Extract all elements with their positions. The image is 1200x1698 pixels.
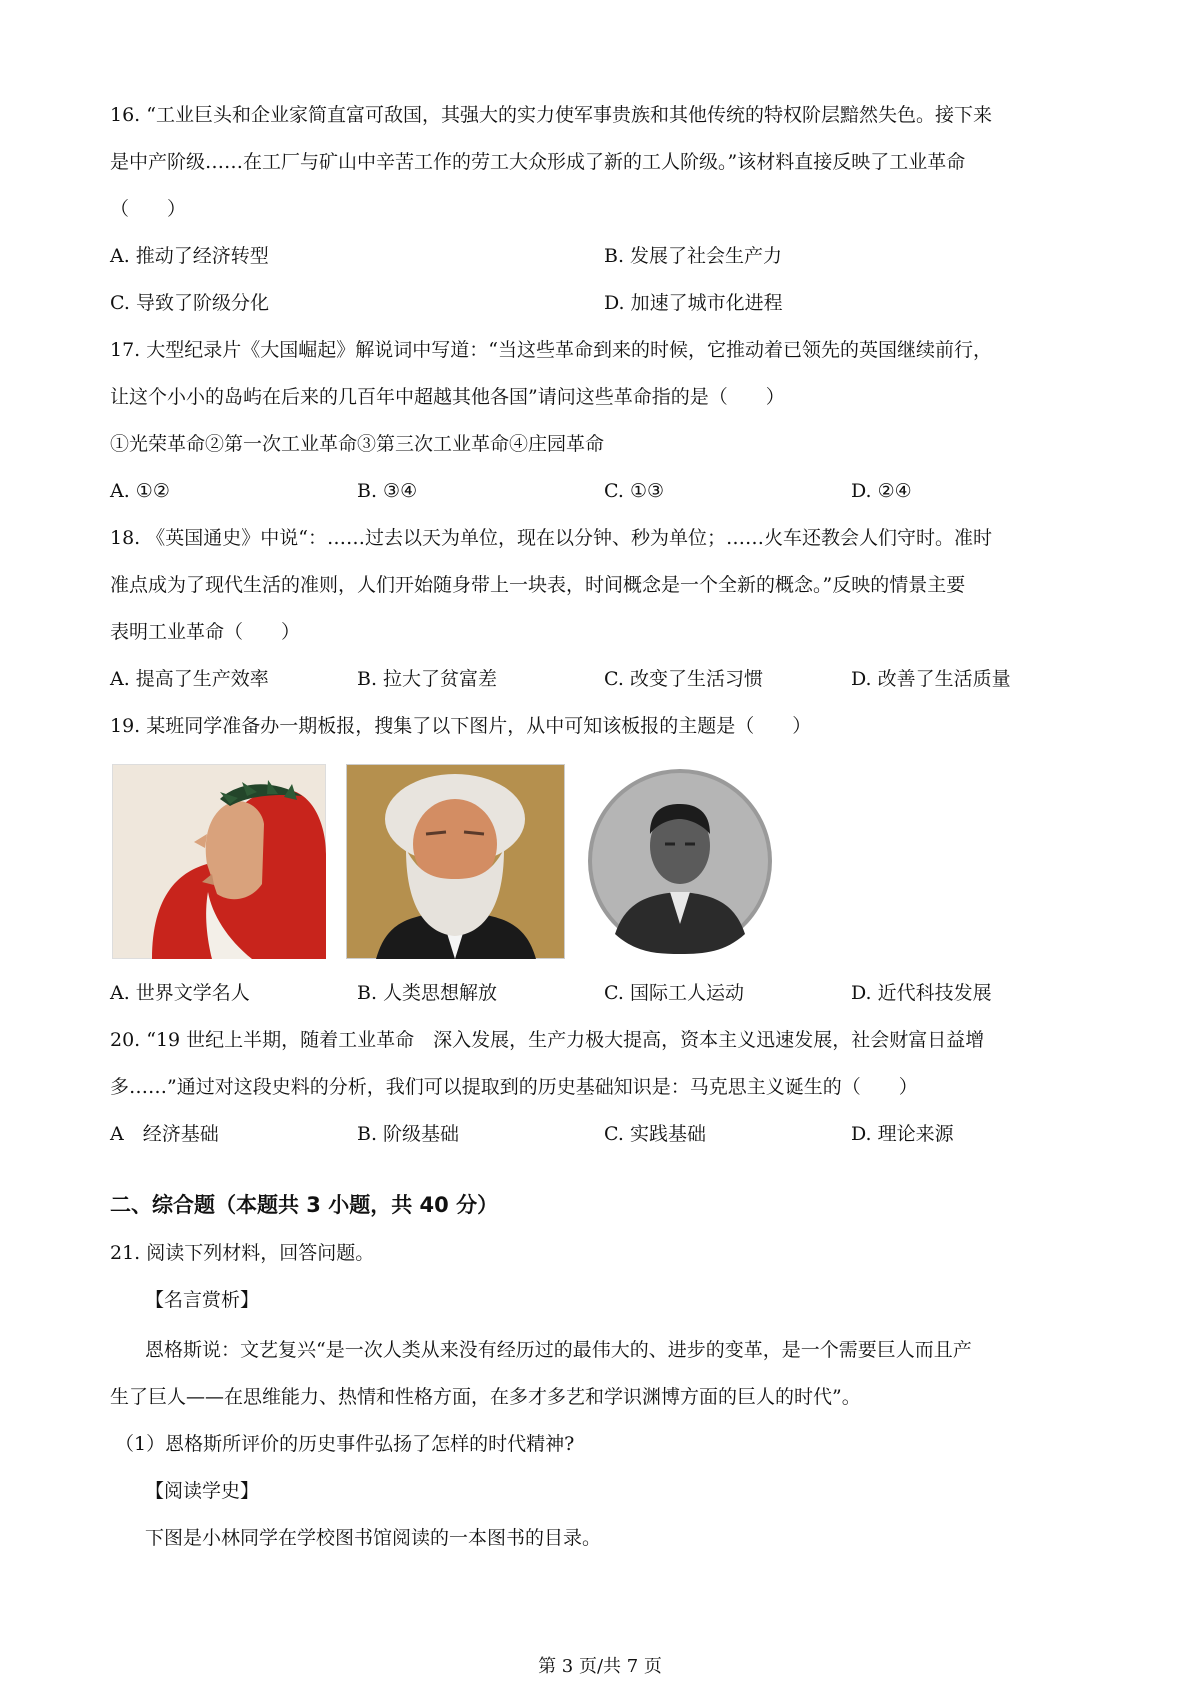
q17-option-b[interactable]: B. ③④ bbox=[357, 480, 418, 502]
q16-option-b[interactable]: B. 发展了社会生产力 bbox=[604, 245, 783, 267]
q17-stem-line2: 让这个小小的岛屿在后来的几百年中超越其他各国”请问这些革命指的是（ ） bbox=[110, 386, 785, 408]
q17-option-c[interactable]: C. ①③ bbox=[604, 480, 665, 502]
q17-option-d[interactable]: D. ②④ bbox=[851, 480, 912, 502]
q21-heading-quote: 【名言赏析】 bbox=[145, 1289, 260, 1311]
q16-option-d[interactable]: D. 加速了城市化进程 bbox=[604, 292, 783, 314]
q17-stem-line1: 17. 大型纪录片《大国崛起》解说词中写道：“当这些革命到来的时候，它推动着已领先的英国继续前行， bbox=[110, 339, 992, 361]
q20-option-a[interactable]: A 经济基础 bbox=[110, 1123, 219, 1145]
marx-portrait-image bbox=[346, 764, 565, 959]
q16-stem-line2: 是中产阶级……在工厂与矿山中辛苦工作的劳工大众形成了新的工人阶级。”该材料直接反映了工业革命 bbox=[110, 151, 966, 173]
q18-option-d[interactable]: D. 改善了生活质量 bbox=[851, 668, 1011, 690]
q21-subquestion-1: （1）恩格斯所评价的历史事件弘扬了怎样的时代精神? bbox=[115, 1433, 575, 1455]
q17-option-a[interactable]: A. ①② bbox=[110, 480, 170, 502]
q16-answer-blank: （ ） bbox=[110, 198, 187, 220]
q21-stem: 21. 阅读下列材料，回答问题。 bbox=[110, 1242, 375, 1264]
q18-stem-line2: 准点成为了现代生活的准则，人们开始随身带上一块表，时间概念是一个全新的概念。”反映的情景主要 bbox=[110, 574, 966, 596]
q18-option-a[interactable]: A. 提高了生产效率 bbox=[110, 668, 269, 690]
q16-options-row1 bbox=[110, 243, 1100, 269]
q21-history-text: 下图是小林同学在学校图书馆阅读的一本图书的目录。 bbox=[145, 1527, 602, 1549]
q19-option-c[interactable]: C. 国际工人运动 bbox=[604, 982, 744, 1004]
section-heading: 二、综合题（本题共 3 小题，共 40 分） bbox=[110, 1193, 499, 1217]
q21-quote-line1: 恩格斯说：文艺复兴“是一次人类从来没有经历过的最伟大的、进步的变革，是一个需要巨人而且产 bbox=[145, 1339, 972, 1361]
q20-stem-line1: 20. “19 世纪上半期，随着工业革命 深入发展，生产力极大提高，资本主义迅速发展，社会财富日益增 bbox=[110, 1029, 985, 1051]
q19-option-a[interactable]: A. 世界文学名人 bbox=[110, 982, 250, 1004]
chen-duxiu-portrait-image bbox=[585, 764, 775, 959]
q18-stem-line3: 表明工业革命（ ） bbox=[110, 621, 301, 643]
q21-quote-line2: 生了巨人——在思维能力、热情和性格方面，在多才多艺和学识渊博方面的巨人的时代”。 bbox=[110, 1386, 861, 1408]
q19-stem: 19. 某班同学准备办一期板报，搜集了以下图片，从中可知该板报的主题是（ ） bbox=[110, 715, 812, 737]
q20-stem-line2: 多……”通过对这段史料的分析，我们可以提取到的历史基础知识是：马克思主义诞生的（ ） bbox=[110, 1076, 918, 1098]
q20-option-c[interactable]: C. 实践基础 bbox=[604, 1123, 706, 1145]
q18-option-c[interactable]: C. 改变了生活习惯 bbox=[604, 668, 763, 690]
page-number-footer: 第 3 页/共 7 页 bbox=[538, 1656, 662, 1677]
q16-option-a[interactable]: A. 推动了经济转型 bbox=[110, 245, 269, 267]
q20-options bbox=[110, 1121, 1100, 1147]
q20-option-b[interactable]: B. 阶级基础 bbox=[357, 1123, 460, 1145]
dante-portrait-image bbox=[112, 764, 326, 959]
q17-options bbox=[110, 478, 1100, 504]
q19-option-b[interactable]: B. 人类思想解放 bbox=[357, 982, 498, 1004]
q16-option-c[interactable]: C. 导致了阶级分化 bbox=[110, 292, 269, 314]
q17-choices-list: ①光荣革命②第一次工业革命③第三次工业革命④庄园革命 bbox=[110, 433, 605, 455]
q18-option-b[interactable]: B. 拉大了贫富差 bbox=[357, 668, 498, 690]
q19-option-d[interactable]: D. 近代科技发展 bbox=[851, 982, 992, 1004]
q21-heading-history: 【阅读学史】 bbox=[145, 1480, 260, 1502]
q19-options bbox=[110, 980, 1100, 1006]
q16-stem-line1: 16. “工业巨头和企业家简直富可敌国，其强大的实力使军事贵族和其他传统的特权阶层黯然失色。接下来 bbox=[110, 104, 992, 126]
q18-stem-line1: 18. 《英国通史》中说“：……过去以天为单位，现在以分钟、秒为单位；……火车还教会人们守时。准时 bbox=[110, 527, 992, 549]
q18-options bbox=[110, 666, 1100, 692]
q16-options-row2 bbox=[110, 290, 1100, 316]
q20-option-d[interactable]: D. 理论来源 bbox=[851, 1123, 954, 1145]
